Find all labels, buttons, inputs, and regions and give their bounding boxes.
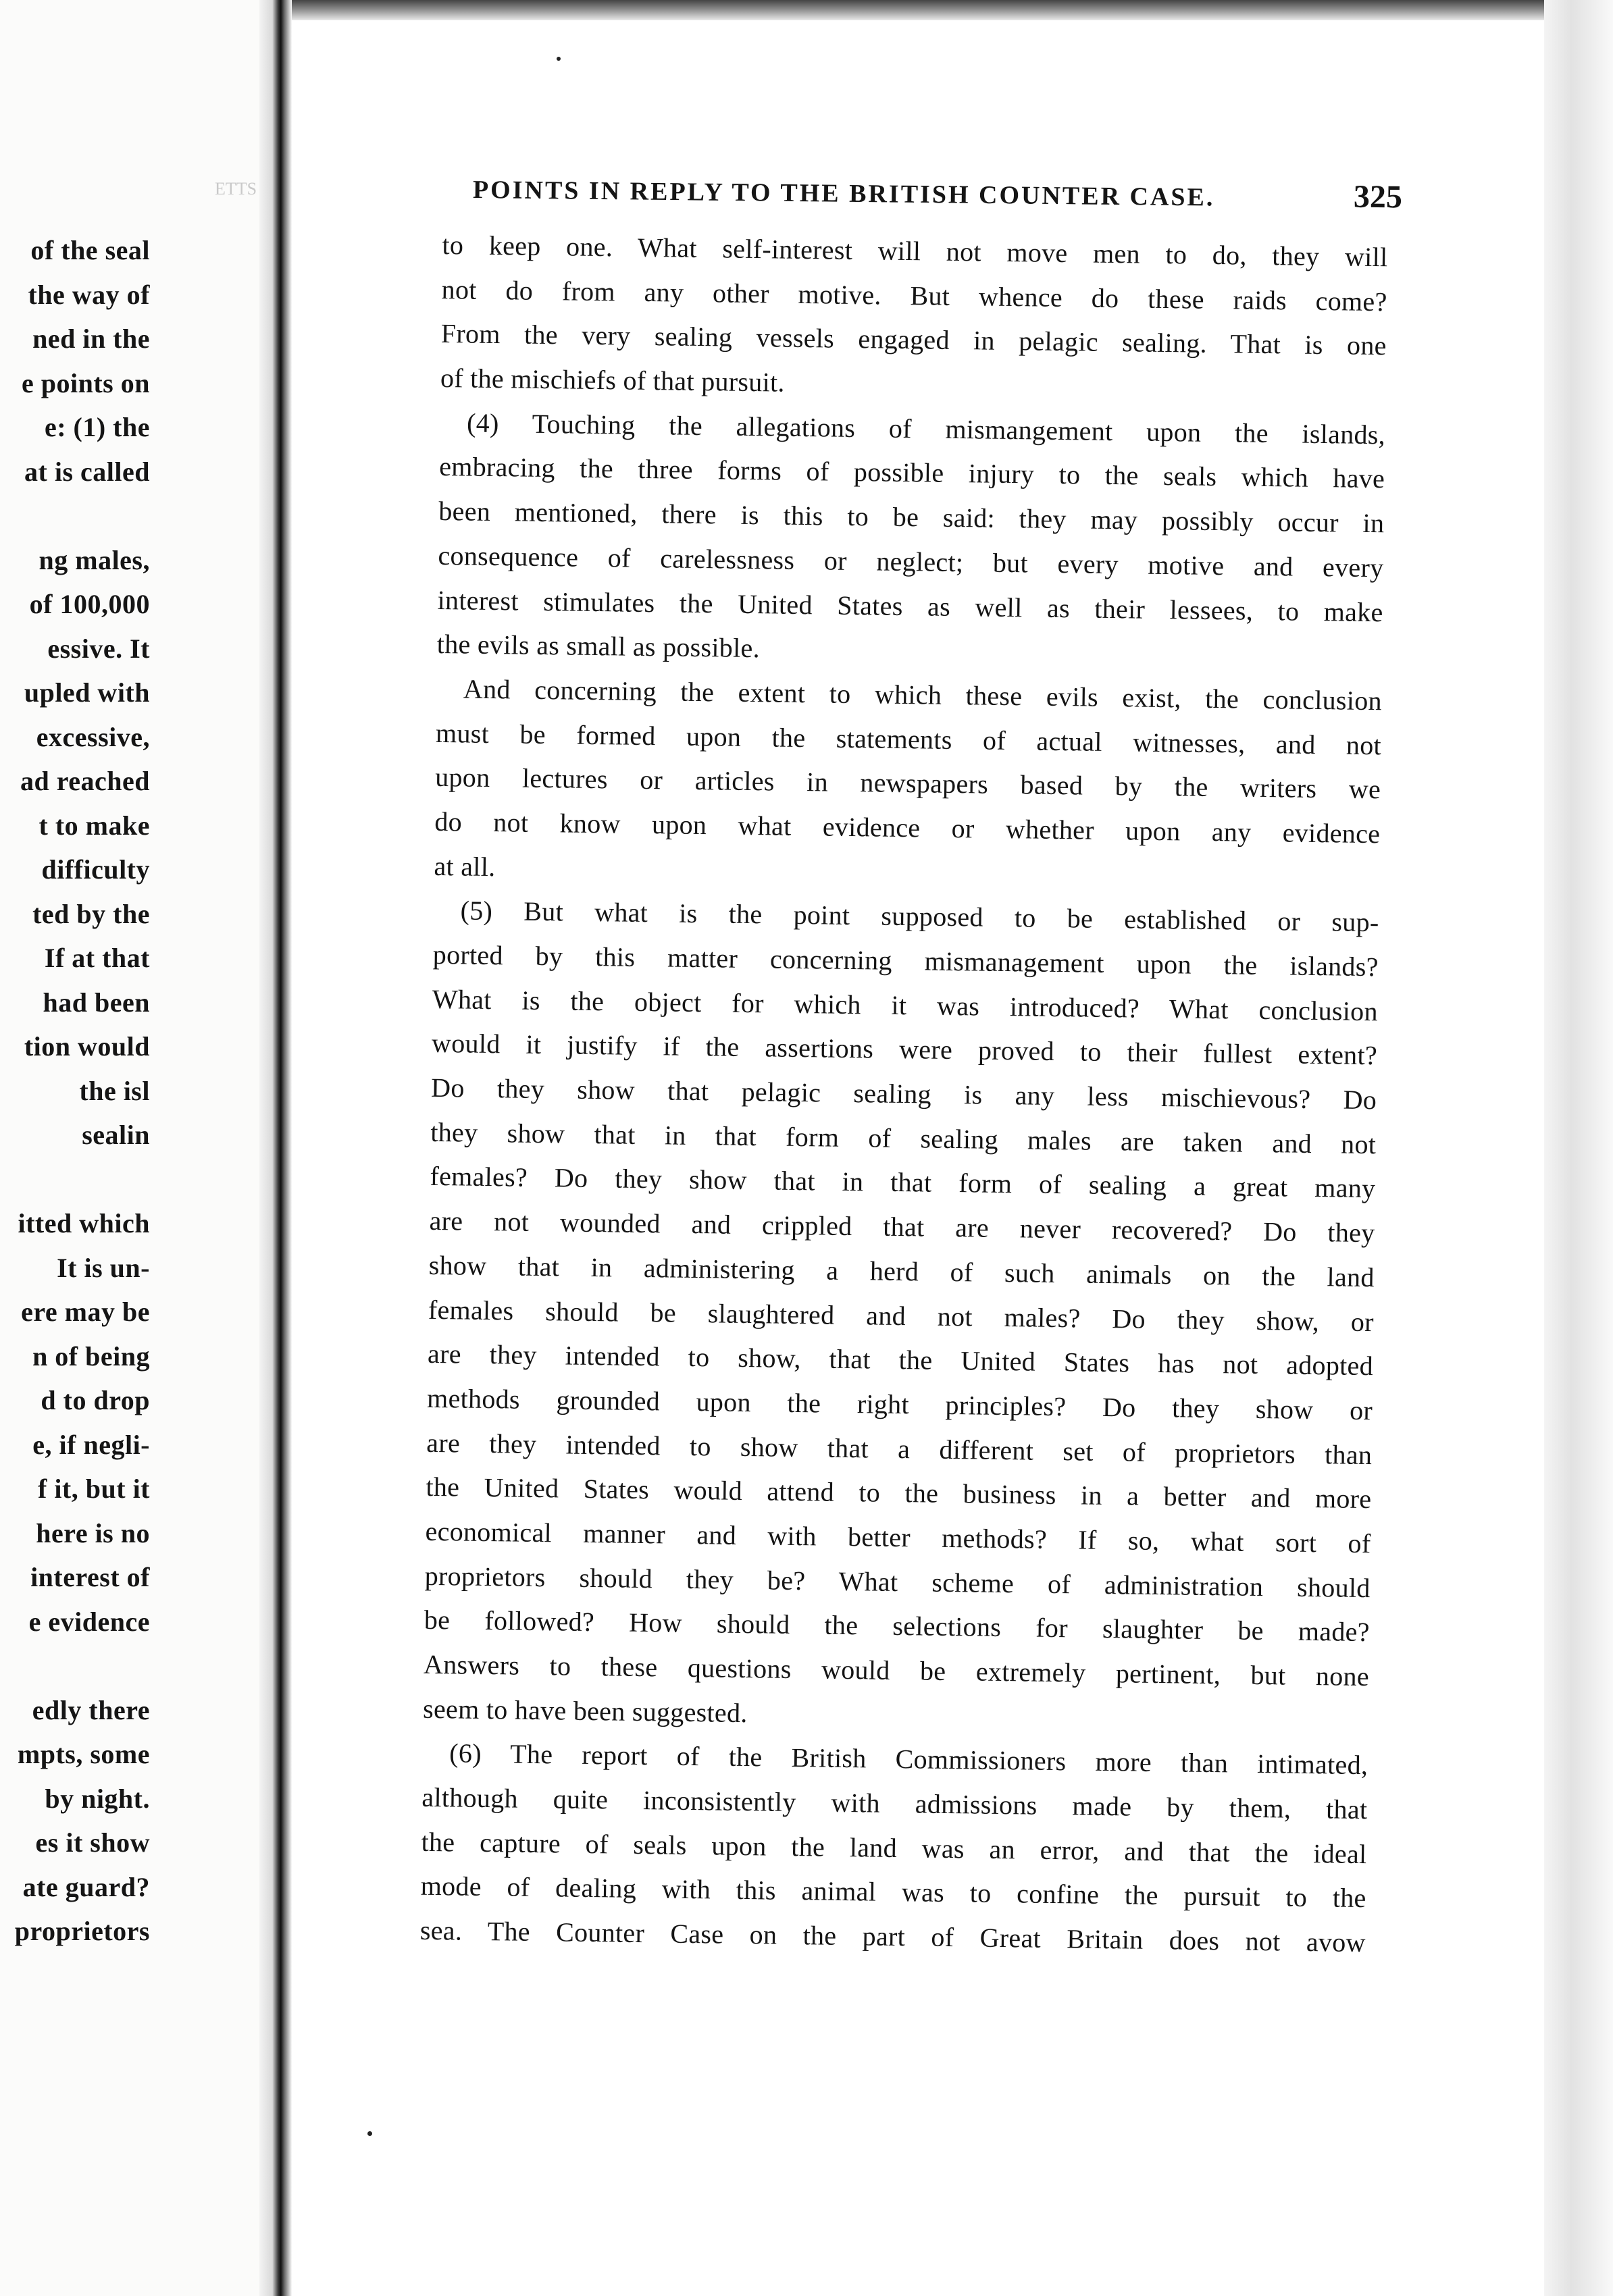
left-line: here is no (36, 1517, 150, 1548)
left-line: tion would (24, 1031, 150, 1062)
text-line: are they intended to show that a different set of proprietors than (426, 1427, 1373, 1470)
left-line: n of being (32, 1340, 150, 1372)
left-page-bleed-text: ETTS (215, 179, 257, 199)
paragraph-start-line: (4) Touching the allegations of mismangement upon the islands, (466, 407, 1386, 450)
left-line: of the seal (30, 235, 150, 265)
left-line (0, 1644, 150, 1688)
left-line: had been (43, 987, 150, 1018)
text-line: What is the object for which it was introduced? What conclusion (432, 983, 1379, 1026)
text-line: to keep one. What self-interest will not move men to do, they will (442, 229, 1388, 273)
body-text (419, 223, 1387, 1965)
left-line: of 100,000 (29, 589, 150, 619)
left-line: t to make (39, 810, 150, 841)
text-line: at all. (434, 850, 496, 882)
left-line: e, if negli- (32, 1429, 150, 1460)
page-number: 325 (1353, 178, 1403, 215)
text-line: not do from any other motive. But whence do these raids come? (441, 273, 1387, 317)
scan-top-edge-shadow (292, 0, 1613, 20)
text-line: are not wounded and crippled that are never recovered? Do they (429, 1205, 1375, 1249)
left-line: ng males, (39, 544, 150, 575)
left-line: essive. It (47, 633, 150, 664)
left-line: difficulty (41, 854, 150, 885)
text-line: the evils as small as possible. (436, 629, 761, 664)
text-line: Answers to these questions would be extremely pertinent, but none (423, 1648, 1370, 1692)
left-line: es it show (35, 1827, 150, 1858)
paragraph-start-line: (5) But what is the point supposed to be established or sup- (460, 895, 1379, 938)
text-line: seem to have been suggested. (422, 1693, 748, 1728)
left-line: ate guard? (22, 1871, 150, 1902)
text-line: the United States would attend to the business in a better and more (426, 1471, 1372, 1515)
text-line: proprietors should they be? What scheme of administration should (424, 1560, 1371, 1603)
text-line: consequence of carelessness or neglect; but every motive and every (438, 540, 1384, 583)
text-line: economical manner and with better methods? If so, what sort of (425, 1515, 1371, 1559)
left-line (0, 494, 150, 538)
text-line: interest stimulates the United States as well as their lessees, to make (437, 584, 1383, 627)
right-page-edge-shadow (1544, 0, 1613, 2296)
left-page-fragment (0, 0, 270, 2296)
left-line: upled with (24, 677, 150, 708)
left-line: If at that (44, 943, 150, 973)
left-line: the isl (79, 1075, 150, 1106)
text-line: ported by this matter concerning mismanagement upon the islands? (432, 939, 1379, 983)
text-line: been mentioned, there is this to be said: they may possibly occur in (438, 496, 1385, 539)
book-gutter-shadow (259, 0, 292, 2296)
text-line: show that in administering a herd of such animals on the land (428, 1249, 1375, 1293)
left-line (0, 1157, 150, 1202)
text-line: of the mischiefs of that pursuit. (440, 363, 786, 398)
left-line: ad reached (20, 766, 150, 796)
text-line: methods grounded upon the right principles? Do they show or (426, 1382, 1373, 1426)
left-line: f it, but it (38, 1473, 150, 1504)
left-line: e points on (22, 367, 150, 398)
left-line: mpts, some (17, 1739, 150, 1769)
left-line: the way of (28, 279, 150, 310)
text-line: embracing the three forms of possible injury to the seals which have (438, 451, 1385, 494)
paragraph-start-line: (6) The report of the British Commissioners more than intimated, (449, 1738, 1368, 1781)
text-line: Do they show that pelagic sealing is any less mischievous? Do (430, 1072, 1377, 1116)
left-line: edly there (32, 1694, 150, 1725)
text-line: upon lectures or articles in newspapers based by the writers we (434, 762, 1381, 805)
left-line: ned in the (32, 323, 150, 354)
left-line: d to drop (41, 1385, 150, 1415)
text-line: females should be slaughtered and not males? Do they show, or (428, 1294, 1375, 1337)
text-line: must be formed upon the statements of actual witnesses, and not (435, 717, 1382, 760)
left-page-text (0, 228, 150, 1954)
left-line: proprietors (14, 1916, 150, 1946)
left-line: at is called (24, 456, 150, 487)
text-line: would it justify if the assertions were proved to their fullest extent? (431, 1028, 1378, 1071)
left-line: by night. (45, 1783, 150, 1814)
ink-speck (367, 2131, 372, 2136)
left-line: ere may be (21, 1297, 150, 1327)
left-line: e evidence (28, 1606, 150, 1637)
text-line: although quite inconsistently with admissions made by them, that (421, 1781, 1368, 1825)
paragraph-start-line: And concerning the extent to which these evils exist, the conclusion (463, 673, 1383, 716)
text-line: From the very sealing vessels engaged in pelagic sealing. That is one (440, 318, 1387, 361)
left-line: itted which (18, 1208, 150, 1238)
text-line: do not know upon what evidence or whether upon any evidence (434, 806, 1381, 850)
text-line: mode of dealing with this animal was to confine the pursuit to the (420, 1871, 1366, 1914)
left-line: interest of (30, 1562, 150, 1592)
text-line: females? Do they show that in that form of sealing a great many (430, 1161, 1376, 1204)
running-title: POINTS IN REPLY TO THE BRITISH COUNTER CASE. (472, 176, 1215, 212)
left-line: excessive, (36, 721, 150, 752)
text-line: are they intended to show, that the United States has not adopted (427, 1338, 1374, 1382)
left-line: ted by the (32, 898, 150, 929)
text-line: the capture of seals upon the land was an error, and that the ideal (421, 1826, 1367, 1869)
ink-speck (557, 57, 561, 61)
left-line: It is un- (57, 1252, 150, 1283)
text-line: be followed? How should the selections for slaughter be made? (424, 1604, 1371, 1648)
text-line: they show that in that form of sealing males are taken and not (430, 1116, 1377, 1159)
text-line: sea. The Counter Case on the part of Great Britain does not avow (419, 1914, 1366, 1958)
left-line: sealin (82, 1120, 150, 1150)
left-line: e: (1) the (44, 412, 150, 442)
